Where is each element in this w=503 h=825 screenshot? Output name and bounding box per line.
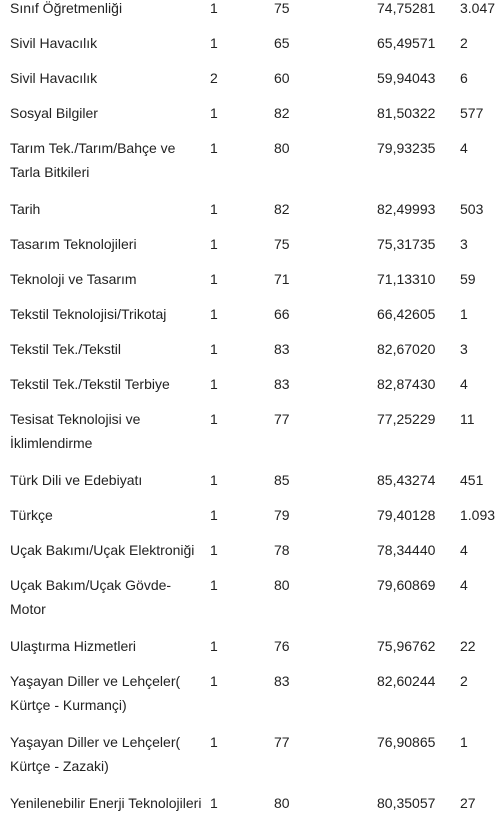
preference-number: 1 bbox=[210, 577, 218, 593]
program-name: Türkçe bbox=[10, 507, 53, 523]
preference-number: 1 bbox=[210, 673, 218, 689]
preference-number: 2 bbox=[210, 70, 218, 86]
program-name: Ulaştırma Hizmetleri bbox=[10, 638, 137, 654]
program-name: Sivil Havacılık bbox=[10, 35, 98, 51]
preference-number: 1 bbox=[210, 376, 218, 392]
preference-number: 1 bbox=[210, 638, 218, 654]
quota-value: 77 bbox=[274, 734, 290, 750]
table-row bbox=[0, 100, 503, 135]
table-row bbox=[0, 371, 503, 406]
preference-number: 1 bbox=[210, 201, 218, 217]
program-name: Tekstil Tek./Tekstil bbox=[10, 341, 121, 357]
count-value: 1.093 bbox=[460, 507, 496, 523]
score-value: 79,40128 bbox=[377, 507, 436, 523]
program-name: Yenilenebilir Enerji Teknolojileri bbox=[10, 795, 202, 811]
score-value: 65,49571 bbox=[377, 35, 436, 51]
count-value: 3 bbox=[460, 236, 468, 252]
quota-value: 83 bbox=[274, 376, 290, 392]
quota-value: 79 bbox=[274, 507, 290, 523]
program-name: Tekstil Teknolojisi/Trikotaj bbox=[10, 306, 167, 322]
count-value: 6 bbox=[460, 70, 468, 86]
table-row bbox=[0, 231, 503, 266]
table-row bbox=[0, 467, 503, 502]
table-row bbox=[0, 790, 503, 825]
score-value: 71,13310 bbox=[377, 271, 436, 287]
quota-value: 60 bbox=[274, 70, 290, 86]
table-row bbox=[0, 572, 503, 633]
preference-number: 1 bbox=[210, 105, 218, 121]
program-name: Yaşayan Diller ve Lehçeler( Kürtçe - Kurmançi) bbox=[10, 673, 181, 713]
quota-value: 80 bbox=[274, 577, 290, 593]
table-row bbox=[0, 668, 503, 729]
table-row bbox=[0, 729, 503, 790]
quota-value: 76 bbox=[274, 638, 290, 654]
program-name: Tekstil Tek./Tekstil Terbiye bbox=[10, 376, 170, 392]
quota-value: 65 bbox=[274, 35, 290, 51]
count-value: 451 bbox=[460, 472, 484, 488]
score-value: 85,43274 bbox=[377, 472, 436, 488]
program-name: Uçak Bakımı/Uçak Elektroniği bbox=[10, 542, 195, 558]
program-name: Türk Dili ve Edebiyatı bbox=[10, 472, 143, 488]
count-value: 27 bbox=[460, 795, 476, 811]
program-name: Sınıf Öğretmenliği bbox=[10, 0, 123, 16]
preference-number: 1 bbox=[210, 507, 218, 523]
count-value: 4 bbox=[460, 140, 468, 156]
count-value: 577 bbox=[460, 105, 484, 121]
score-value: 74,75281 bbox=[377, 0, 436, 16]
score-value: 75,96762 bbox=[377, 638, 436, 654]
count-value: 1 bbox=[460, 734, 468, 750]
table-row bbox=[0, 196, 503, 231]
score-value: 82,67020 bbox=[377, 341, 436, 357]
score-value: 79,60869 bbox=[377, 577, 436, 593]
quota-value: 75 bbox=[274, 236, 290, 252]
program-name: Teknoloji ve Tasarım bbox=[10, 271, 137, 287]
quota-value: 75 bbox=[274, 0, 290, 16]
count-value: 11 bbox=[460, 411, 475, 427]
table-row bbox=[0, 633, 503, 668]
score-value: 80,35057 bbox=[377, 795, 436, 811]
program-name: Tarih bbox=[10, 201, 41, 217]
count-value: 4 bbox=[460, 577, 468, 593]
count-value: 3 bbox=[460, 341, 468, 357]
score-value: 76,90865 bbox=[377, 734, 436, 750]
quota-value: 80 bbox=[274, 140, 290, 156]
count-value: 3.047 bbox=[460, 0, 496, 16]
count-value: 22 bbox=[460, 638, 476, 654]
preference-number: 1 bbox=[210, 472, 218, 488]
program-name: Tasarım Teknolojileri bbox=[10, 236, 137, 252]
quota-value: 77 bbox=[274, 411, 290, 427]
quota-value: 82 bbox=[274, 105, 290, 121]
program-name: Tarım Tek./Tarım/Bahçe ve Tarla Bitkileri bbox=[10, 140, 176, 180]
table-row bbox=[0, 336, 503, 371]
program-name: Uçak Bakım/Uçak Gövde-Motor bbox=[10, 577, 172, 617]
quota-value: 83 bbox=[274, 673, 290, 689]
score-value: 77,25229 bbox=[377, 411, 436, 427]
count-value: 59 bbox=[460, 271, 476, 287]
program-name: Yaşayan Diller ve Lehçeler( Kürtçe - Zazaki) bbox=[10, 734, 181, 774]
table-row bbox=[0, 135, 503, 196]
score-value: 66,42605 bbox=[377, 306, 436, 322]
quota-value: 66 bbox=[274, 306, 290, 322]
preference-number: 1 bbox=[210, 140, 218, 156]
table-row bbox=[0, 65, 503, 100]
score-value: 81,50322 bbox=[377, 105, 436, 121]
count-value: 503 bbox=[460, 201, 484, 217]
preference-number: 1 bbox=[210, 542, 218, 558]
program-name: Tesisat Teknolojisi ve İklimlendirme bbox=[10, 411, 141, 451]
table-row bbox=[0, 266, 503, 301]
score-value: 82,87430 bbox=[377, 376, 436, 392]
table-row bbox=[0, 406, 503, 467]
quota-value: 82 bbox=[274, 201, 290, 217]
count-value: 2 bbox=[460, 35, 468, 51]
quota-value: 83 bbox=[274, 341, 290, 357]
score-value: 82,60244 bbox=[377, 673, 436, 689]
count-value: 2 bbox=[460, 673, 468, 689]
preference-number: 1 bbox=[210, 411, 218, 427]
table-row bbox=[0, 301, 503, 336]
quota-value: 78 bbox=[274, 542, 290, 558]
quota-value: 85 bbox=[274, 472, 290, 488]
score-value: 75,31735 bbox=[377, 236, 436, 252]
preference-number: 1 bbox=[210, 271, 218, 287]
preference-number: 1 bbox=[210, 0, 218, 16]
score-value: 78,34440 bbox=[377, 542, 436, 558]
preference-number: 1 bbox=[210, 734, 218, 750]
program-name: Sosyal Bilgiler bbox=[10, 105, 98, 121]
score-value: 82,49993 bbox=[377, 201, 436, 217]
score-value: 59,94043 bbox=[377, 70, 436, 86]
preference-number: 1 bbox=[210, 236, 218, 252]
quota-value: 71 bbox=[274, 271, 290, 287]
count-value: 4 bbox=[460, 376, 468, 392]
score-value: 79,93235 bbox=[377, 140, 436, 156]
count-value: 1 bbox=[460, 306, 468, 322]
preference-number: 1 bbox=[210, 341, 218, 357]
quota-value: 80 bbox=[274, 795, 290, 811]
table-row bbox=[0, 0, 503, 30]
table-row bbox=[0, 30, 503, 65]
program-name: Sivil Havacılık bbox=[10, 70, 98, 86]
preference-number: 1 bbox=[210, 795, 218, 811]
preference-number: 1 bbox=[210, 306, 218, 322]
table-row bbox=[0, 502, 503, 537]
count-value: 4 bbox=[460, 542, 468, 558]
table-row bbox=[0, 537, 503, 572]
preference-number: 1 bbox=[210, 35, 218, 51]
